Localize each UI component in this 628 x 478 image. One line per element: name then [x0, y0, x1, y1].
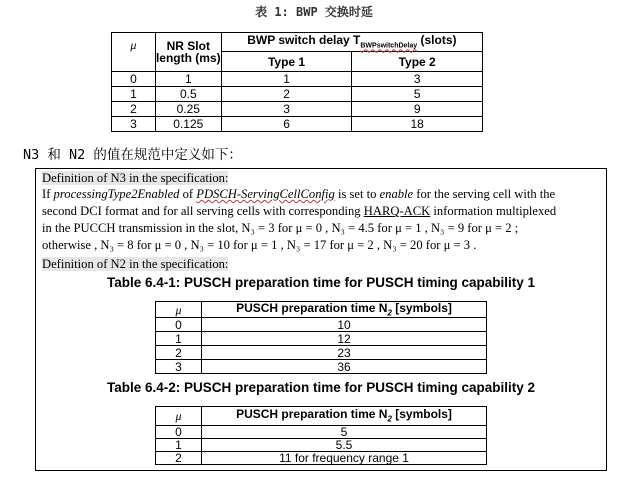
header-slot-length: NR Slot length (ms)	[155, 33, 221, 72]
table-cell: 6	[221, 117, 352, 132]
table-cell: 18	[352, 117, 483, 132]
table-cell: 1	[221, 72, 352, 87]
table-caption: 表 1: BWP 交换时延	[255, 5, 373, 19]
header-delay	[221, 33, 482, 52]
table-cell: 2	[156, 452, 202, 465]
table-cell: 1	[156, 439, 202, 452]
n3-line2	[42, 203, 604, 220]
table-cell: 0.5	[155, 87, 221, 102]
n3-line1	[42, 186, 604, 203]
table-row	[156, 426, 487, 439]
table-row	[112, 102, 483, 117]
time-sub: 2	[387, 414, 392, 424]
header-type1: Type 1	[221, 52, 352, 72]
delay-unit: (slots)	[417, 33, 457, 48]
table-row	[112, 117, 483, 132]
header-time	[202, 407, 487, 426]
header-type2: Type 2	[352, 52, 483, 72]
value-name: enable	[379, 187, 414, 201]
table-cell: 2	[112, 102, 156, 117]
table-cell: 11 for frequency range 1	[202, 452, 487, 465]
table-cell: 5.5	[202, 439, 487, 452]
time-unit: [symbols]	[391, 301, 452, 315]
time-unit: [symbols]	[391, 407, 452, 422]
table-cell: 1	[155, 72, 221, 87]
table-cell: 23	[202, 346, 487, 360]
table-row	[156, 318, 487, 332]
pusch-capability1-table	[155, 301, 487, 374]
table-cell: 0.25	[155, 102, 221, 117]
intro-text: N3 和 N2 的值在规范中定义如下：	[23, 147, 242, 163]
table-cell: 3	[112, 117, 156, 132]
config-name: PDSCH-ServingCellConfig	[196, 187, 335, 201]
table-row	[112, 87, 483, 102]
table-cell: 2	[221, 87, 352, 102]
table-cell: 2	[156, 346, 202, 360]
n3-line3: in the PUCCH transmission in the slot, N₃ = 3 for μ = 0 , N₃ = 4.5 for μ = 1 , N₃ = 9 for μ = 2 ;	[42, 221, 519, 235]
table-row	[156, 439, 487, 452]
table-row	[112, 72, 483, 87]
time-label: PUSCH preparation time N	[236, 301, 388, 315]
table-cell: 12	[202, 332, 487, 346]
table-row	[156, 332, 487, 346]
delay-subscript: BWPswitchDelay	[360, 42, 418, 50]
t: for the serving cell with the	[413, 187, 556, 201]
n3-line4: otherwise , N₃ = 8 for μ = 0 , N₃ = 10 for μ = 1 , N₃ = 17 for μ = 2 , N₃ = 20 for μ = 3 .	[42, 238, 477, 252]
header-mu: μ	[156, 302, 202, 318]
table-cell: 5	[352, 87, 483, 102]
table-cell: 10	[202, 318, 487, 332]
harq-ack: HARQ-ACK	[363, 204, 431, 218]
table-row	[156, 360, 487, 374]
t: is set to	[334, 187, 380, 201]
time-label: PUSCH preparation time N	[236, 407, 388, 422]
table-cell: 0	[156, 318, 202, 332]
header-mu: μ	[112, 33, 156, 72]
table-cell: 3	[352, 72, 483, 87]
t: second DCI format and for all serving cells with corresponding	[42, 204, 364, 218]
pusch-capability2-table	[155, 406, 487, 465]
n2-heading-line	[42, 256, 604, 273]
bwp-switch-delay-table	[111, 32, 483, 132]
table-cell: 9	[352, 102, 483, 117]
table-cell: 3	[221, 102, 352, 117]
t: information multiplexed	[430, 204, 557, 218]
table-642-title: Table 6.4-2: PUSCH preparation time for PUSCH timing capability 2	[106, 380, 536, 395]
table-cell: 5	[202, 426, 487, 439]
n2-heading: Definition of N2 in the specification:	[42, 257, 229, 271]
table-cell: 36	[202, 360, 487, 374]
header-time	[202, 302, 487, 318]
table-cell: 1	[156, 332, 202, 346]
t: of	[179, 187, 197, 201]
delay-label: BWP switch delay T	[247, 33, 361, 48]
table-641-title: Table 6.4-1: PUSCH preparation time for PUSCH timing capability 1	[106, 275, 536, 290]
table-row	[156, 452, 487, 465]
header-mu: μ	[156, 407, 202, 426]
n3-heading: Definition of N3 in the specification:	[42, 171, 229, 185]
n3-heading-line	[42, 170, 604, 187]
table-cell: 0.125	[155, 117, 221, 132]
t: If	[42, 187, 54, 201]
table-cell: 1	[112, 87, 156, 102]
table-row	[156, 346, 487, 360]
table-cell: 0	[112, 72, 156, 87]
table-cell: 0	[156, 426, 202, 439]
table-cell: 3	[156, 360, 202, 374]
param-name: processingType2Enabled	[53, 187, 180, 201]
time-sub: 2	[387, 308, 392, 318]
